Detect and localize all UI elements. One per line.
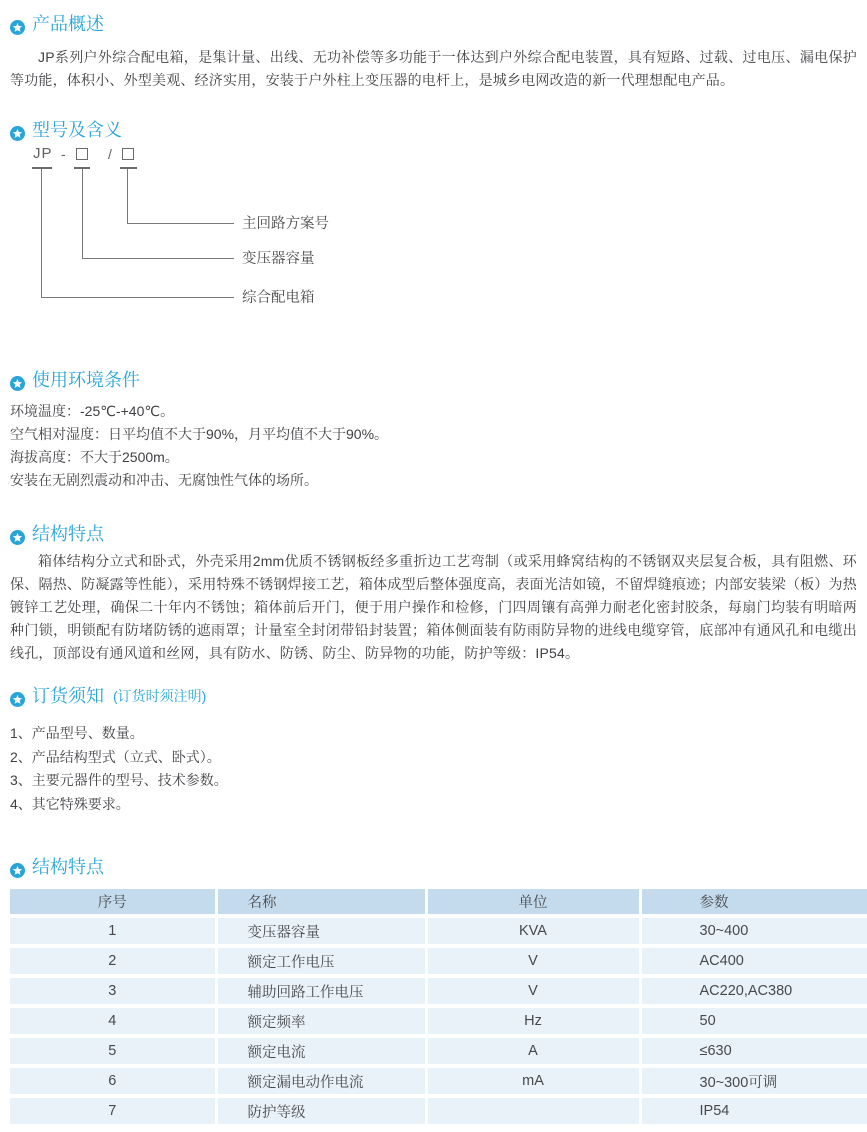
cell-unit: V [426,946,640,976]
label-distribution-box: 综合配电箱 [242,290,315,306]
model-code-diagram [10,146,867,314]
environment-lines [10,400,857,492]
environment-title-text: 使用环境条件 [32,370,140,390]
model-placeholder-box [122,148,134,160]
cell-name: 辅助回路工作电压 [216,976,426,1006]
environment-line: 海拔高度：不大于2500m。 [10,449,179,465]
star-circle-icon [10,17,25,32]
cell-name: 额定频率 [216,1006,426,1036]
cell-unit: Hz [426,1006,640,1036]
table-row [10,1036,867,1066]
ordering-subtitle: (订货时须注明) [113,688,207,704]
model-dash: - [61,146,66,162]
label-transformer-capacity: 变压器容量 [242,251,315,267]
col-header-name: 名称 [216,889,426,916]
overview-title-text: 产品概述 [32,14,104,34]
cell-index: 5 [10,1036,216,1066]
cell-index: 7 [10,1096,216,1126]
ordering-item: 1、产品型号、数量。 [10,725,144,741]
catalog-page [0,12,867,1132]
diagram-connector [127,169,234,224]
section-title-ordering [10,684,867,708]
cell-unit [426,1096,640,1126]
cell-name: 额定漏电动作电流 [216,1066,426,1096]
star-circle-icon [10,527,25,542]
section-title-model [10,118,867,142]
cell-name: 额定工作电压 [216,946,426,976]
section-title-environment [10,368,867,392]
cell-name: 防护等级 [216,1096,426,1126]
model-placeholder-box [76,148,88,160]
cell-index: 6 [10,1066,216,1096]
ordering-item: 4、其它特殊要求。 [10,795,130,812]
section-environment-conditions [0,368,867,492]
table-row [10,1066,867,1096]
cell-index: 4 [10,1006,216,1036]
col-header-unit: 单位 [426,889,640,916]
section-product-overview [0,12,867,92]
ordering-item: 3、主要元器件的型号、技术参数。 [10,772,228,788]
section-model-meaning [0,118,867,314]
table-row [10,1006,867,1036]
overview-paragraph: JP系列户外综合配电箱，是集计量、出线、无功补偿等多功能于一体达到户外综合配电装置，具有短路、过载、过电压、漏电保护等功能，体积小、外型美观、经济实用，安装于户外柱上变压器的电杆上，是城乡电网改造的新一代理想配电产品。 [10,49,857,88]
star-circle-icon [10,860,25,875]
environment-line: 安装在无剧烈震动和冲击、无腐蚀性气体的场所。 [10,472,318,488]
star-circle-icon [10,123,25,138]
table-row [10,916,867,946]
cell-param: ≤630 [640,1036,867,1066]
table-row [10,1096,867,1126]
ordering-title-text: 订货须知 [32,686,104,706]
col-header-index: 序号 [10,889,216,916]
ordering-items [10,722,857,816]
label-main-circuit-scheme: 主回路方案号 [242,216,329,232]
section-title-structure [10,522,867,546]
spec-table [10,889,867,1128]
table-row [10,946,867,976]
cell-param: 50 [640,1006,867,1036]
cell-param: IP54 [640,1096,867,1126]
cell-index: 2 [10,946,216,976]
cell-param: AC400 [640,946,867,976]
cell-param: 30~300可调 [640,1066,867,1096]
cell-unit: KVA [426,916,640,946]
section-structure-features [0,522,867,665]
model-prefix: JP [33,145,53,162]
col-header-param: 参数 [640,889,867,916]
environment-line: 空气相对湿度：日平均值不大于90%，月平均值不大于90%。 [10,426,389,442]
cell-param: AC220,AC380 [640,976,867,1006]
star-circle-icon [10,689,25,704]
model-slash: / [108,146,112,162]
cell-index: 1 [10,916,216,946]
cell-name: 变压器容量 [216,916,426,946]
section-spec-table [0,855,867,1128]
cell-name: 额定电流 [216,1036,426,1066]
structure-paragraph: 箱体结构分立式和卧式，外壳采用2mm优质不锈钢板经多重折边工艺弯制（或采用蜂窝结构的不锈钢双夹层复合板，具有阻燃、环保、隔热、防凝露等性能），采用特殊不锈钢焊接工艺，箱体成型后整体强度高，表面光洁如镜，不留焊缝痕迹；内部安装梁（板）为热镀锌工艺处理，确保二十年内不锈蚀；箱体前后开门，便于用户操作和检修，门四周镶有高弹力耐老化密封胶条，每扇门均装有明暗两种门锁，明锁配有防堵防锈的遮雨罩；计量室全封闭带铅封装置；箱体侧面装有防雨防异物的进线电缆穿管，底部冲有通风孔和电缆出线孔，顶部设有通风道和丝网，具有防水、防锈、防尘、防异物的功能，防护等级：IP54。 [10,553,857,661]
cell-unit: mA [426,1066,640,1096]
section-title-specs [10,855,867,879]
section-title-overview [10,12,867,36]
cell-index: 3 [10,976,216,1006]
spec-header-row [10,889,867,916]
ordering-item: 2、产品结构型式（立式、卧式）。 [10,748,221,765]
environment-line: 环境温度：-25℃-+40℃。 [10,403,175,419]
cell-unit: V [426,976,640,1006]
model-title-text: 型号及含义 [32,120,122,140]
section-ordering-notes [0,684,867,816]
specs-title-text: 结构特点 [32,857,104,877]
cell-unit: A [426,1036,640,1066]
structure-title-text: 结构特点 [32,524,104,544]
table-row [10,976,867,1006]
star-circle-icon [10,373,25,388]
cell-param: 30~400 [640,916,867,946]
